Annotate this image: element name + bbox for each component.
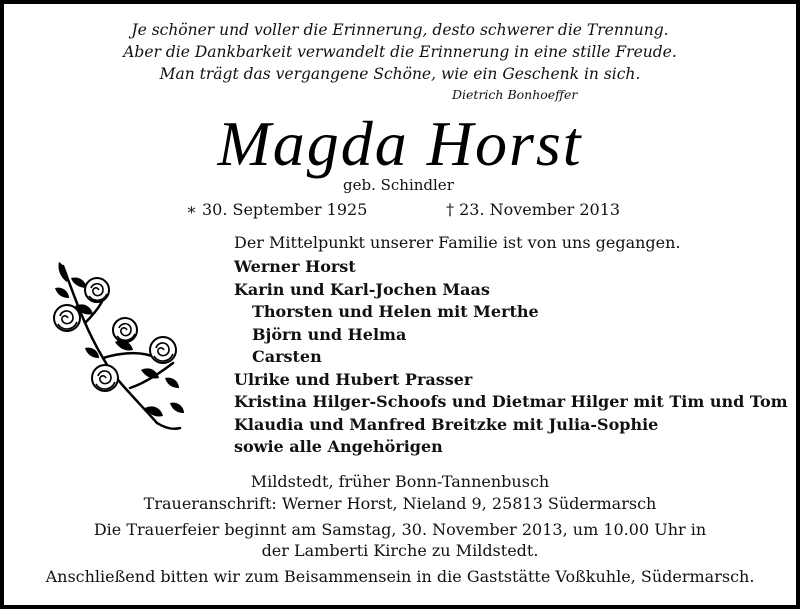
death-date: † 23. November 2013 — [446, 200, 621, 219]
mourner-entry: Thorsten und Helen mit Merthe — [252, 302, 539, 321]
mourner-entry: Karin und Karl-Jochen Maas — [234, 279, 490, 299]
mourner-entry: Klaudia und Manfred Breitzke mit Julia-Sophie — [234, 414, 659, 434]
residence-line: Mildstedt, früher Bonn-Tannenbusch — [250, 472, 550, 491]
funeral-service-line-2: der Lamberti Kirche zu Mildstedt. — [261, 541, 539, 560]
mourner-entry: sowie alle Angehörigen — [234, 437, 443, 456]
intro-text: Der Mittelpunkt unserer Familie ist von uns gegangen. — [234, 233, 681, 252]
quote-line-1: Je schöner und voller die Erinnerung, desto schwerer die Trennung. — [131, 21, 669, 39]
reception-line: Anschließend bitten wir zum Beisammensein in die Gaststätte Voßkuhle, Südermarsch. — [45, 567, 755, 586]
roses-icon — [45, 258, 195, 433]
mourner-entry: Kristina Hilger-Schoofs und Dietmar Hilger mit Tim und Tom — [234, 392, 788, 411]
quote-line-3: Man trägt das vergangene Schöne, wie ein Geschenk in sich. — [159, 65, 641, 83]
mourner-entry: Ulrike und Hubert Prasser — [234, 369, 473, 389]
mourners-list — [234, 256, 788, 459]
mourning-address: Traueranschrift: Werner Horst, Nieland 9, 25813 Südermarsch — [143, 494, 657, 513]
funeral-service-line-1: Die Trauerfeier beginnt am Samstag, 30. November 2013, um 10.00 Uhr in — [93, 520, 707, 539]
mourner-entry: Björn und Helma — [252, 324, 407, 344]
deceased-name: Magda Horst — [217, 108, 583, 179]
quote-line-2: Aber die Dankbarkeit verwandelt die Erinnerung in eine stille Freude. — [123, 43, 677, 61]
mourner-entry: Carsten — [252, 347, 322, 366]
mourner-entry: Werner Horst — [234, 257, 356, 276]
quote-author: Dietrich Bonhoeffer — [452, 87, 578, 102]
birth-date: ∗ 30. September 1925 — [186, 200, 368, 219]
birth-name: geb. Schindler — [343, 176, 454, 194]
